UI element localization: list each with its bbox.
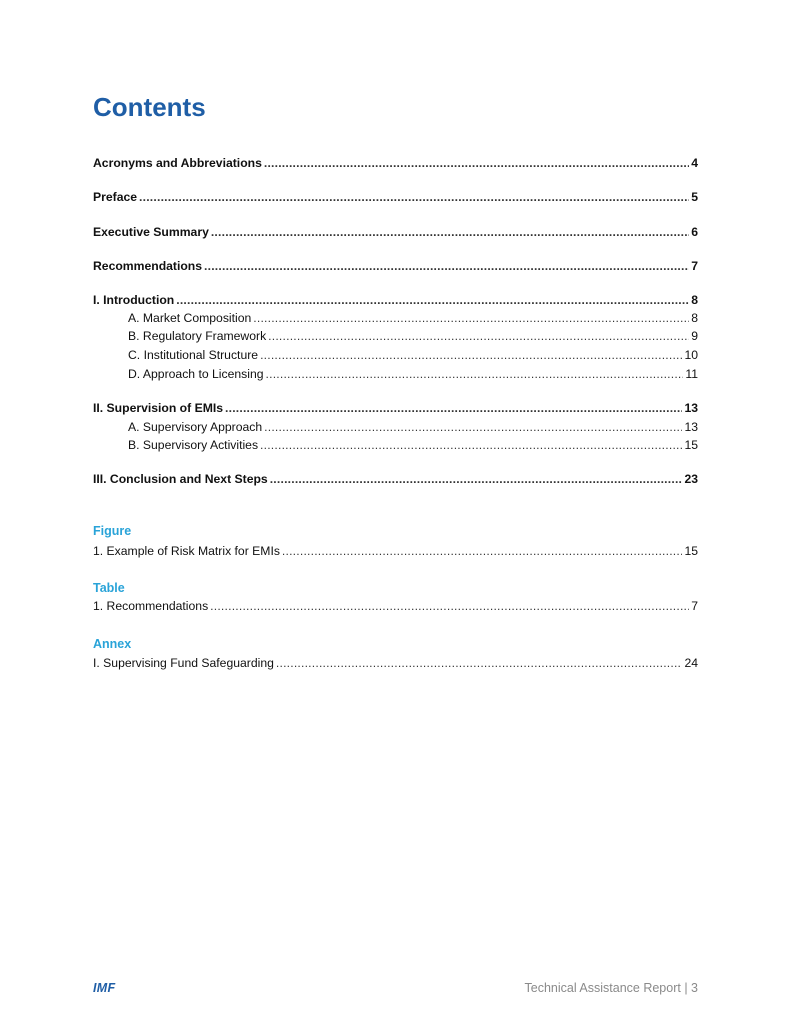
toc-entry-page: 10 [684,348,698,362]
page-title: Contents [93,92,206,122]
dot-leader [268,329,689,344]
toc-entry-label: B. Regulatory Framework [128,329,267,343]
dot-leader [282,544,683,559]
toc-subentry-approach-to-licensing[interactable] [128,367,698,382]
toc-entry-page: 7 [691,599,698,613]
dot-leader [210,599,689,614]
dot-leader [264,420,682,435]
toc-entry-label: A. Supervisory Approach [128,420,263,434]
toc-entry-page: 6 [691,225,698,239]
dot-leader [204,259,689,274]
toc-subentry-institutional-structure[interactable] [128,348,698,363]
toc-entry-label: Acronyms and Abbreviations [93,156,262,170]
toc-entry-annex-1[interactable] [93,656,698,671]
toc-entry-label: 1. Recommendations [93,599,209,613]
toc-entry-acronyms[interactable] [93,156,698,171]
toc-entry-page: 8 [691,293,698,307]
toc-entry-label: 1. Example of Risk Matrix for EMIs [93,544,280,558]
toc-entry-supervision-of-emis[interactable] [93,401,698,416]
dot-leader [270,472,683,487]
toc-entry-page: 24 [684,656,698,670]
toc-entry-introduction[interactable] [93,293,698,308]
imf-logo: IMF [93,981,116,995]
dot-leader [225,401,682,416]
toc-entry-label: Executive Summary [93,225,209,239]
dot-leader [260,348,682,363]
toc-subentry-regulatory-framework[interactable] [128,329,698,344]
toc-entry-page: 13 [684,401,698,415]
toc-subentry-supervisory-approach[interactable] [128,420,698,435]
toc-entry-page: 15 [684,438,698,452]
toc-entry-page: 7 [691,259,698,273]
toc-entry-page: 9 [691,329,698,343]
dot-leader [176,293,689,308]
toc-entry-label: Preface [93,190,138,204]
toc-entry-label: D. Approach to Licensing [128,367,264,381]
toc-entry-label: I. Introduction [93,293,175,307]
toc-entry-page: 5 [691,190,698,204]
toc-entry-recommendations[interactable] [93,259,698,274]
footer-report-label: Technical Assistance Report | 3 [524,981,698,995]
toc-entry-page: 8 [691,311,698,325]
toc-entry-label: B. Supervisory Activities [128,438,259,452]
dot-leader [139,190,689,205]
toc-entry-conclusion[interactable] [93,472,698,487]
toc-entry-label: A. Market Composition [128,311,252,325]
toc-entry-page: 15 [684,544,698,558]
annex-heading: Annex [93,637,132,651]
toc-subentry-supervisory-activities[interactable] [128,438,698,453]
toc-entry-label: III. Conclusion and Next Steps [93,472,268,486]
toc-entry-executive-summary[interactable] [93,225,698,240]
dot-leader [260,438,682,453]
toc-entry-page: 23 [684,472,698,486]
toc-entry-label: C. Institutional Structure [128,348,259,362]
toc-entry-label: II. Supervision of EMIs [93,401,224,415]
table-heading: Table [93,581,125,595]
dot-leader [266,367,684,382]
toc-entry-figure-1[interactable] [93,544,698,559]
toc-entry-page: 11 [685,367,698,381]
figure-heading: Figure [93,524,132,538]
toc-entry-label: Recommendations [93,259,203,273]
toc-subentry-market-composition[interactable] [128,311,698,326]
dot-leader [211,225,689,240]
dot-leader [276,656,683,671]
toc-entry-page: 13 [684,420,698,434]
dot-leader [253,311,689,326]
toc-entry-preface[interactable] [93,190,698,205]
dot-leader [264,156,689,171]
toc-entry-page: 4 [691,156,698,170]
toc-entry-table-1[interactable] [93,599,698,614]
toc-entry-label: I. Supervising Fund Safeguarding [93,656,274,670]
